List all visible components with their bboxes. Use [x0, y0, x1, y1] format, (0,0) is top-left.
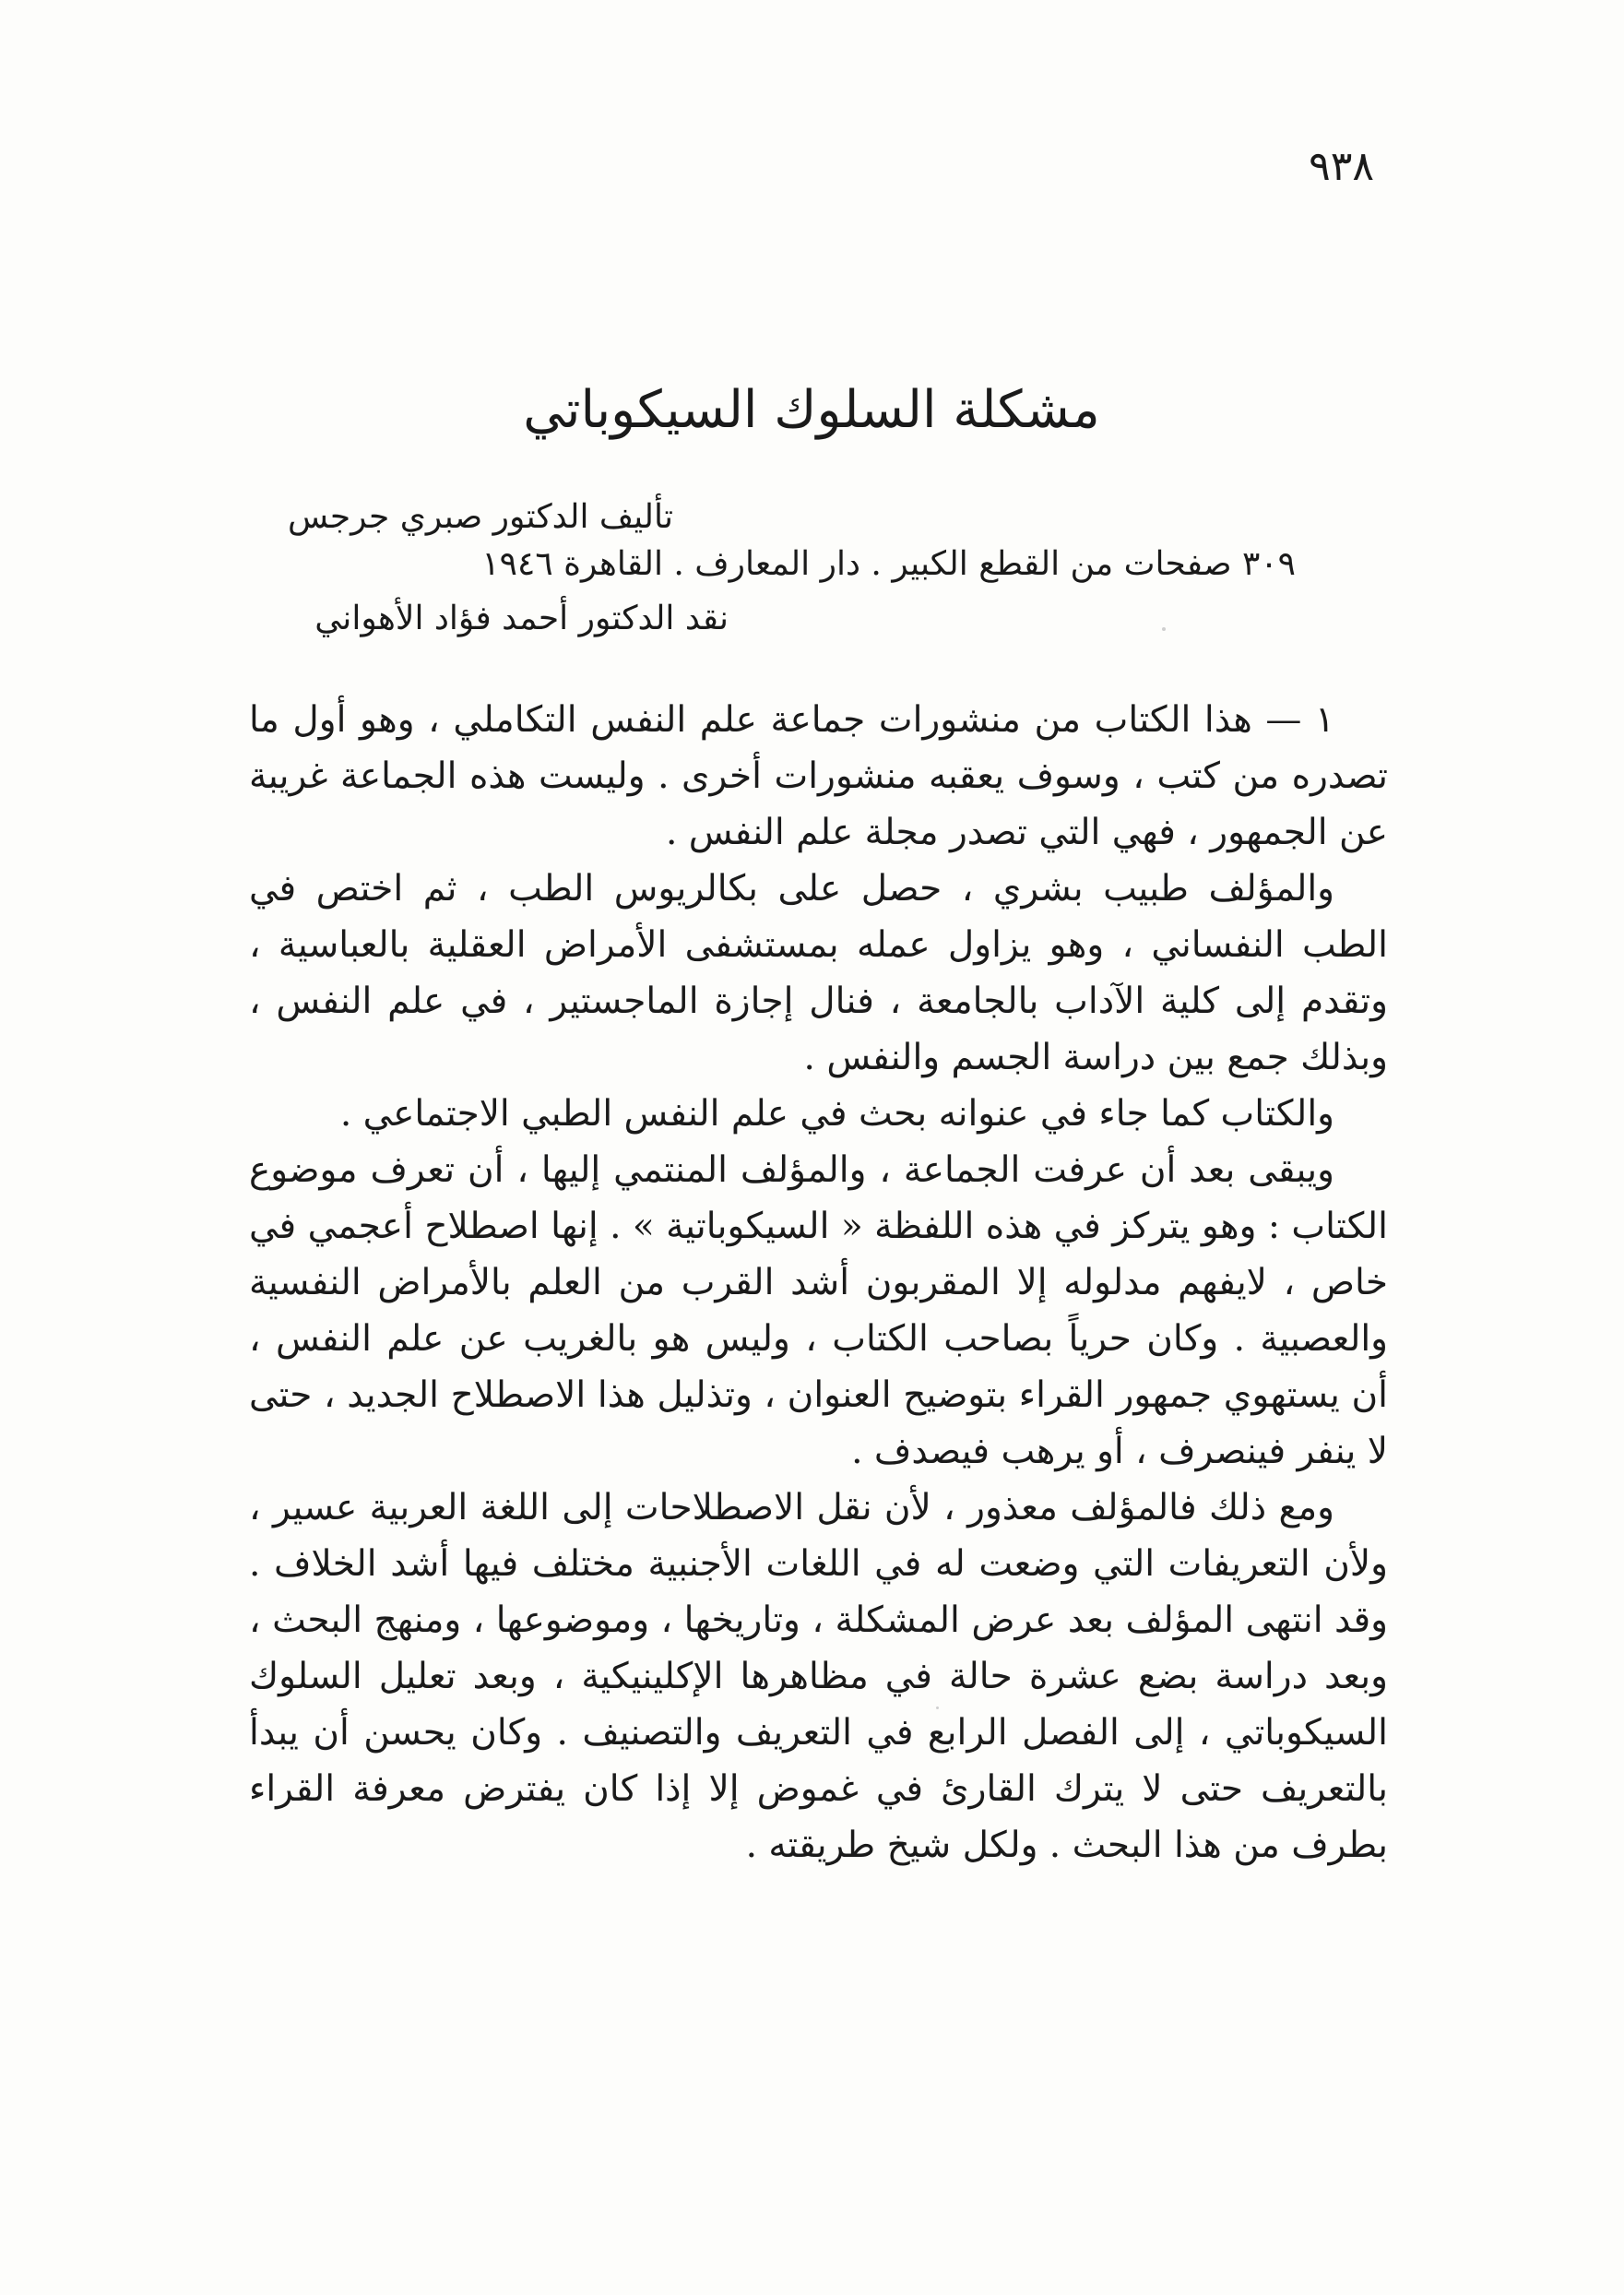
critic-line: نقد الدكتور أحمد فؤاد الأهواني	[314, 600, 729, 637]
paragraph-1: ١ — هذا الكتاب من منشورات جماعة علم النفس التكاملي ، وهو أول ما تصدره من كتب ، وسوف يعقبه منشورات أخرى . وليست هذه الجماعة غريبة عن الجمهور ، فهي التي تصدر مجلة علم النفس .	[249, 699, 1388, 853]
paragraph-5: ومع ذلك فالمؤلف معذور ، لأن نقل الاصطلاحات إلى اللغة العربية عسير ، ولأن التعريفات التي وضعت له في اللغات الأجنبية مختلف فيها أشد الخلاف . وقد انتهى المؤلف بعد عرض المشكلة ، وتاريخها ، وموضوعها ، ومنهج البحث ، وبعد دراسة بضع عشرة حالة في مظاهرها الإكلينيكية ، وبعد تعليل السلوك السيكوباتي ، إلى الفصل الرابع في التعريف والتصنيف . وكان يحسن أن يبدأ بالتعريف حتى لا يترك القارئ في غموض إلا إذا كان يفترض معرفة القراء بطرف من هذا البحث . ولكل شيخ طريقته .	[249, 1487, 1388, 1866]
scan-speck	[936, 1706, 939, 1709]
paragraph-4: ويبقى بعد أن عرفت الجماعة ، والمؤلف المنتمي إليها ، أن تعرف موضوع الكتاب : وهو يتركز في هذه اللفظة « السيكوباتية » . إنها اصطلاح أعجمي في خاص ، لايفهم مدلوله إلا المقربون أشد القرب من العلم بالأمراض النفسية والعصبية . وكان حرياً بصاحب الكتاب ، وليس هو بالغريب عن علم النفس ، أن يستهوي جمهور القراء بتوضيح العنوان ، وتذليل هذا الاصطلاح الجديد ، حتى لا ينفر فينصرف ، أو يرهب فيصدف .	[249, 1149, 1388, 1472]
publication-line: ٣٠٩ صفحات من القطع الكبير . دار المعارف . القاهرة ١٩٤٦	[481, 545, 1296, 583]
paragraph-3: والكتاب كما جاء في عنوانه بحث في علم النفس الطبي الاجتماعي .	[339, 1093, 1334, 1135]
scan-speck	[1162, 627, 1166, 631]
article-body	[249, 692, 1388, 1873]
page-number: ٩٣٨	[1309, 143, 1374, 190]
article-title: مشكلة السلوك السيكوباتي	[523, 380, 1100, 440]
author-line: تأليف الدكتور صبري جرجس	[287, 498, 673, 536]
paragraph-2: والمؤلف طبيب بشري ، حصل على بكالريوس الطب ، ثم اختص في الطب النفساني ، وهو يزاول عمله بمستشفى الأمراض العقلية بالعباسية ، وتقدم إلى كلية الآداب بالجامعة ، فنال إجازة الماجستير ، في علم النفس ، وبذلك جمع بين دراسة الجسم والنفس .	[249, 868, 1388, 1078]
